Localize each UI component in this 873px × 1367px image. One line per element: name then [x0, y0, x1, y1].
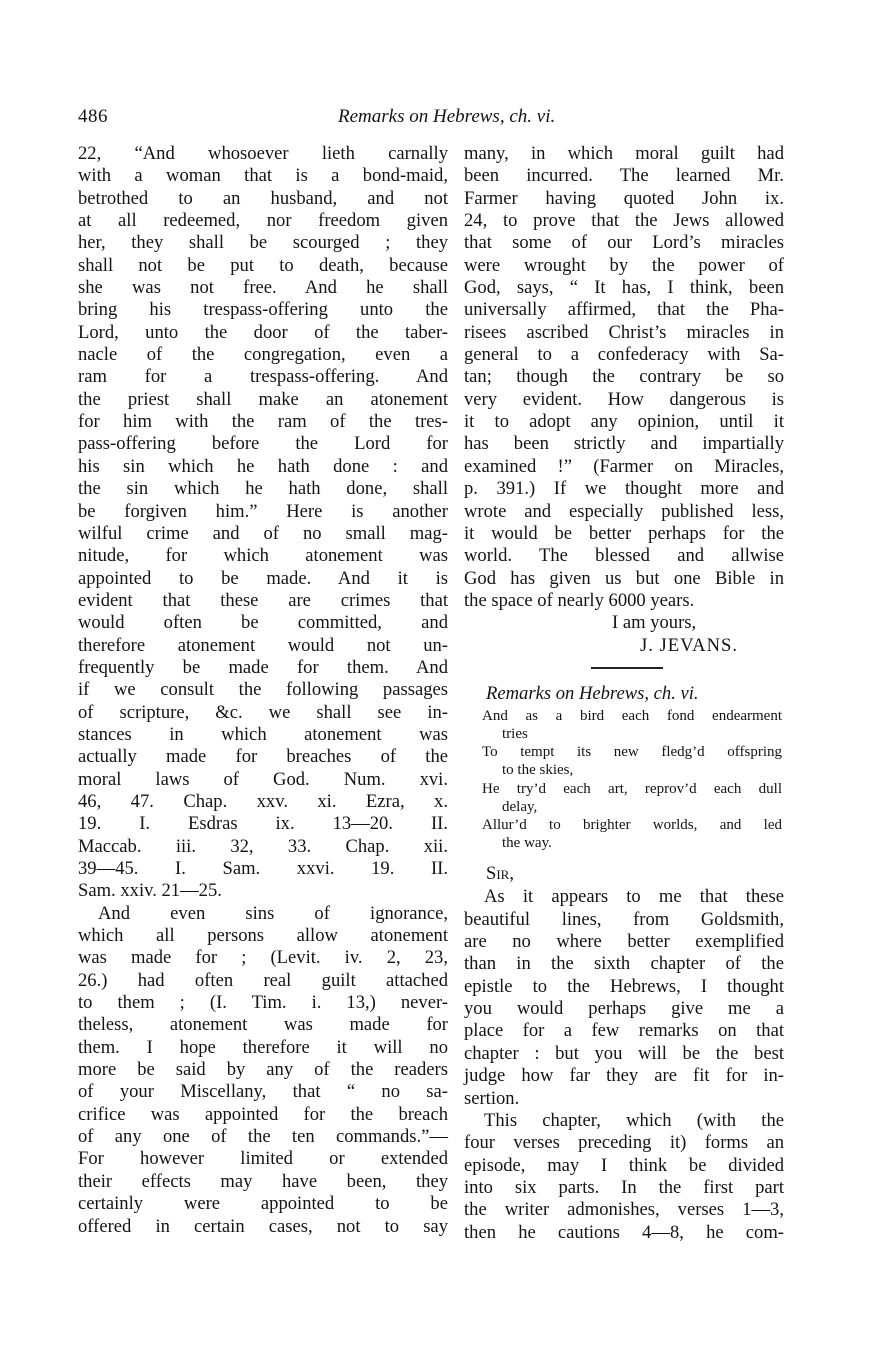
epigraph-poem: [464, 707, 782, 853]
text-line: are no where better exemplified: [464, 931, 784, 953]
text-line: it would be better perhaps for the: [464, 522, 784, 544]
poem-line-continuation: delay,: [502, 798, 538, 815]
text-line: theless, atonement was made for: [78, 1014, 448, 1036]
running-head: [78, 106, 783, 132]
text-line: therefore atonement would not un-: [78, 634, 448, 656]
text-line: wrote and especially published less,: [464, 500, 784, 522]
page-number: 486: [78, 106, 108, 127]
text-line: if we consult the following passages: [78, 679, 448, 701]
text-line: certainly were appointed to be: [78, 1193, 448, 1215]
text-line: then he cautions 4—8, he com-: [464, 1221, 784, 1243]
poem-line: He try’d each art, reprov’d each dull: [482, 780, 782, 797]
text-line: very evident. How dangerous is: [464, 388, 784, 410]
text-line: more be said by any of the readers: [78, 1059, 448, 1081]
text-line: them. I hope therefore it will no: [78, 1036, 448, 1058]
text-line: offered in certain cases, not to say: [78, 1215, 448, 1237]
text-line: at all redeemed, nor freedom given: [78, 210, 448, 232]
text-line: bring his trespass-offering unto the: [78, 299, 448, 321]
signature: J. JEVANS.: [640, 634, 739, 656]
text-line: shall not be put to death, because: [78, 254, 448, 276]
text-line: 26.) had often real guilt attached: [78, 969, 448, 991]
text-line: 46, 47. Chap. xxv. xi. Ezra, x.: [78, 790, 448, 812]
text-line: judge how far they are fit for in-: [464, 1065, 784, 1087]
right-column: [464, 143, 784, 1244]
text-line: it to adopt any opinion, until it: [464, 411, 784, 433]
text-line: the priest shall make an atonement: [78, 388, 448, 410]
text-line: frequently be made for them. And: [78, 656, 448, 678]
text-line: of any one of the ten commands.”—: [78, 1126, 448, 1148]
paragraph-start-line: This chapter, which (with the: [484, 1109, 784, 1131]
poem-line: To tempt its new fledg’d offspring: [482, 744, 782, 761]
text-line: were wrought by the power of: [464, 254, 784, 276]
poem-line-continuation: the way.: [502, 835, 552, 852]
text-line: the sin which he hath done, shall: [78, 478, 448, 500]
letter-conclusion: [464, 143, 784, 657]
letter-closing: I am yours,: [612, 612, 697, 634]
text-line: Farmer having quoted John ix.: [464, 187, 784, 209]
text-line: than in the sixth chapter of the: [464, 953, 784, 975]
text-line: episode, may I think be divided: [464, 1154, 784, 1176]
salutation: Sir,: [486, 863, 514, 885]
poem-line-continuation: to the skies,: [502, 762, 574, 779]
left-column: [78, 143, 448, 1238]
poem-line: Allur’d to brighter worlds, and led: [482, 817, 782, 834]
text-line: 22, “And whosoever lieth carnally: [78, 143, 448, 164]
text-line: be forgiven him.” Here is another: [78, 500, 448, 522]
text-line: moral laws of God. Num. xvi.: [78, 768, 448, 790]
text-line: been incurred. The learned Mr.: [464, 165, 784, 187]
text-line: God, says, “ It has, I think, been: [464, 277, 784, 299]
text-line: Maccab. iii. 32, 33. Chap. xii.: [78, 835, 448, 857]
article-body: [464, 886, 784, 1244]
text-line: was made for ; (Levit. iv. 2, 23,: [78, 947, 448, 969]
text-line: his sin which he hath done : and: [78, 455, 448, 477]
text-line: general to a confederacy with Sa-: [464, 344, 784, 366]
text-line: Sam. xxiv. 21—25.: [78, 880, 222, 902]
text-line: the space of nearly 6000 years.: [464, 589, 695, 611]
text-line: beautiful lines, from Goldsmith,: [464, 908, 784, 930]
text-line: has been strictly and impartially: [464, 433, 784, 455]
text-line: their effects may have been, they: [78, 1170, 448, 1192]
text-line: 39—45. I. Sam. xxvi. 19. II.: [78, 858, 448, 879]
text-line: to them ; (I. Tim. i. 13,) never-: [78, 992, 448, 1014]
paragraph-start-line: As it appears to me that these: [484, 886, 784, 908]
text-line: crifice was appointed for the breach: [78, 1103, 448, 1125]
text-line: chapter : but you will be the best: [464, 1042, 784, 1064]
text-line: that some of our Lord’s miracles: [464, 232, 784, 254]
text-line: stances in which atonement was: [78, 723, 448, 745]
text-line: of your Miscellany, that “ no sa-: [78, 1081, 448, 1103]
article-title: Remarks on Hebrews, ch. vi.: [486, 682, 699, 704]
running-head-title: Remarks on Hebrews, ch. vi.: [338, 106, 556, 127]
text-line: for him with the ram of the tres-: [78, 411, 448, 433]
text-line: universally affirmed, that the Pha-: [464, 299, 784, 321]
text-line: 24, to prove that the Jews allowed: [464, 210, 784, 232]
text-line: four verses preceding it) forms an: [464, 1132, 784, 1154]
text-line: ram for a trespass-offering. And: [78, 366, 448, 388]
text-line: nitude, for which atonement was: [78, 545, 448, 567]
text-line: God has given us but one Bible in: [464, 567, 784, 589]
text-line: many, in which moral guilt had: [464, 143, 784, 164]
text-line: risees ascribed Christ’s miracles in: [464, 321, 784, 343]
text-line: examined !” (Farmer on Miracles,: [464, 455, 784, 477]
text-line: which all persons allow atonement: [78, 925, 448, 947]
text-line: would often be committed, and: [78, 612, 448, 634]
text-line: sertion.: [464, 1087, 520, 1109]
text-line: the writer admonishes, verses 1—3,: [464, 1199, 784, 1221]
text-line: you would perhaps give me a: [464, 998, 784, 1020]
text-line: epistle to the Hebrews, I thought: [464, 975, 784, 997]
text-line: pass-offering before the Lord for: [78, 433, 448, 455]
text-line: wilful crime and of no small mag-: [78, 522, 448, 544]
poem-line: And as a bird each fond endearment: [482, 707, 782, 724]
text-line: of scripture, &c. we shall see in-: [78, 701, 448, 723]
text-line: evident that these are crimes that: [78, 589, 448, 611]
section-divider: [591, 667, 663, 669]
text-line: her, they shall be scourged ; they: [78, 232, 448, 254]
text-line: betrothed to an husband, and not: [78, 187, 448, 209]
text-line: appointed to be made. And it is: [78, 567, 448, 589]
text-line: place for a few remarks on that: [464, 1020, 784, 1042]
text-line: nacle of the congregation, even a: [78, 344, 448, 366]
text-line: 19. I. Esdras ix. 13—20. II.: [78, 813, 448, 835]
text-line: world. The blessed and allwise: [464, 545, 784, 567]
poem-line-continuation: tries: [502, 726, 528, 743]
text-line: Lord, unto the door of the taber-: [78, 321, 448, 343]
text-line: with a woman that is a bond-maid,: [78, 165, 448, 187]
text-line: tan; though the contrary be so: [464, 366, 784, 388]
text-line: into six parts. In the first part: [464, 1176, 784, 1198]
text-line: actually made for breaches of the: [78, 746, 448, 768]
paragraph-start-line: And even sins of ignorance,: [98, 902, 448, 924]
text-line: she was not free. And he shall: [78, 277, 448, 299]
text-line: For however limited or extended: [78, 1148, 448, 1170]
text-line: p. 391.) If we thought more and: [464, 478, 784, 500]
